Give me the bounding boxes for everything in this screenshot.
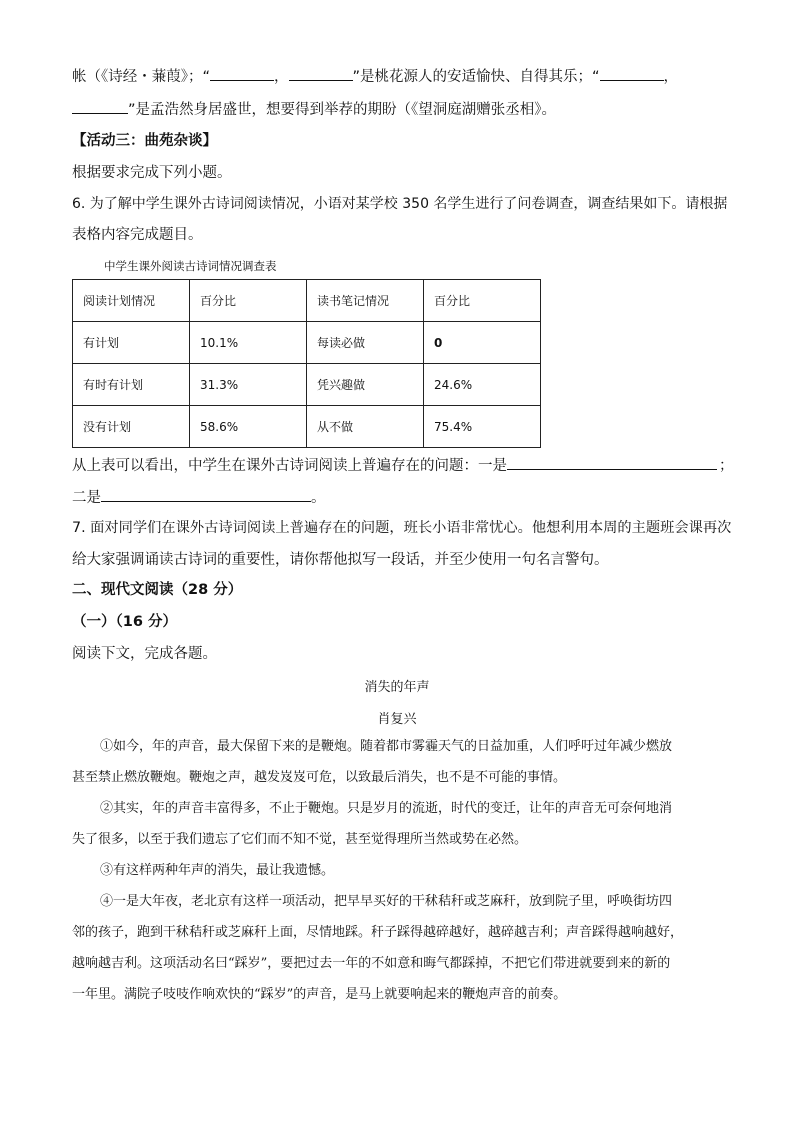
section-instruction: 阅读下文，完成各题。 — [72, 646, 217, 662]
table-header-cell: 百分比 — [424, 280, 541, 322]
paragraph-4-line: 邻的孩子，跑到干秫秸秆或芝麻秆上面，尽情地踩。秆子踩得越碎越好，越碎越吉利；声音踩得越响越好， — [72, 925, 684, 940]
poem-text: ， — [663, 69, 679, 85]
question-7-line-1: 7. 面对同学们在课外古诗词阅读上普遍存在的问题，班长小语非常忧心。他想利用本周的主题班会课再次 — [72, 520, 732, 536]
poem-text: ”是孟浩然身居盛世，想要得到举荐的期盼（《望洞庭湖赠张丞相》。 — [128, 102, 557, 118]
answer-blank[interactable] — [72, 99, 128, 114]
question-6-line-1: 6. 为了解中学生课外古诗词阅读情况，小语对某学校 350 名学生进行了问卷调查，调查结果如下。请根据 — [72, 196, 728, 212]
answer-prompt: 从上表可以看出，中学生在课外古诗词阅读上普遍存在的问题：一是 — [72, 458, 507, 474]
table-cell: 有时有计划 — [73, 364, 190, 406]
poem-line-1 — [72, 66, 678, 87]
table-header-cell: 阅读计划情况 — [73, 280, 190, 322]
activity-heading: 【活动三：曲苑杂谈】 — [72, 133, 217, 149]
paragraph-2-line: ②其实，年的声音丰富得多，不止于鞭炮。只是岁月的流逝，时代的变迁，让年的声音无可奈何地消 — [100, 801, 673, 816]
poem-text: 帐（《诗经・蒹葭》；“ — [72, 69, 211, 85]
answer-prompt: 二是 — [72, 490, 101, 506]
section-heading: 二、现代文阅读（28 分） — [72, 582, 243, 598]
table-cell: 75.4% — [424, 406, 541, 448]
table-row — [73, 406, 541, 448]
table-cell: 58.6% — [190, 406, 307, 448]
paragraph-1-line: 甚至禁止燃放鞭炮。鞭炮之声，越发岌岌可危，以致最后消失，也不是不可能的事情。 — [72, 770, 567, 785]
paragraph-1-line: ①如今，年的声音，最大保留下来的是鞭炮。随着都市雾霾天气的日益加重，人们呼吁过年减少燃放 — [100, 739, 673, 754]
table-cell: 31.3% — [190, 364, 307, 406]
question-6-line-2: 表格内容完成题目。 — [72, 227, 203, 243]
answer-line-2 — [72, 487, 326, 508]
answer-blank[interactable] — [210, 66, 274, 81]
answer-blank[interactable] — [289, 66, 353, 81]
article-author: 肖复兴 — [377, 712, 417, 727]
table-cell: 从不做 — [307, 406, 424, 448]
poem-text: ”是桃花源人的安适愉快、自得其乐；“ — [352, 69, 600, 85]
question-7-line-2: 给大家强调诵读古诗词的重要性，请你帮他拟写一段话，并至少使用一句名言警句。 — [72, 552, 609, 568]
paragraph-4-line: 一年里。满院子吱吱作响欢快的“踩岁”的声音，是马上就要响起来的鞭炮声音的前奏。 — [72, 987, 567, 1002]
answer-blank[interactable] — [101, 487, 311, 502]
activity-instruction: 根据要求完成下列小题。 — [72, 165, 232, 181]
paragraph-3: ③有这样两种年声的消失，最让我遗憾。 — [100, 863, 335, 878]
table-caption: 中学生课外阅读古诗词情况调查表 — [104, 259, 277, 273]
answer-line-1 — [72, 455, 734, 476]
answer-blank[interactable] — [600, 66, 664, 81]
paragraph-2-line: 失了很多，以至于我们遗忘了它们而不知不觉，甚至觉得理所当然或势在必然。 — [72, 832, 528, 847]
table-header-row — [73, 280, 541, 322]
table-cell: 凭兴趣做 — [307, 364, 424, 406]
table-header-cell: 百分比 — [190, 280, 307, 322]
answer-punct: 。 — [311, 490, 326, 506]
table-cell: 有计划 — [73, 322, 190, 364]
poem-line-2 — [72, 99, 556, 120]
subsection-heading: （一）（16 分） — [72, 614, 177, 630]
table-row — [73, 322, 541, 364]
article-title: 消失的年声 — [364, 680, 430, 695]
paragraph-4-line: 越响越吉利。这项活动名曰“踩岁”，要把过去一年的不如意和晦气都踩掉，不把它们带进就要到来的新的 — [72, 956, 671, 971]
table-cell: 没有计划 — [73, 406, 190, 448]
survey-table — [72, 279, 541, 448]
poem-text: ， — [274, 69, 289, 85]
table-row — [73, 364, 541, 406]
paragraph-4-line: ④一是大年夜，老北京有这样一项活动，把早早买好的干秫秸秆或芝麻秆，放到院子里，呼唤街坊四 — [100, 894, 673, 909]
table-cell: 0 — [424, 322, 541, 364]
table-cell: 10.1% — [190, 322, 307, 364]
answer-punct: ； — [719, 458, 734, 474]
table-cell: 每读必做 — [307, 322, 424, 364]
answer-blank[interactable] — [507, 455, 717, 470]
table-cell: 24.6% — [424, 364, 541, 406]
table-header-cell: 读书笔记情况 — [307, 280, 424, 322]
